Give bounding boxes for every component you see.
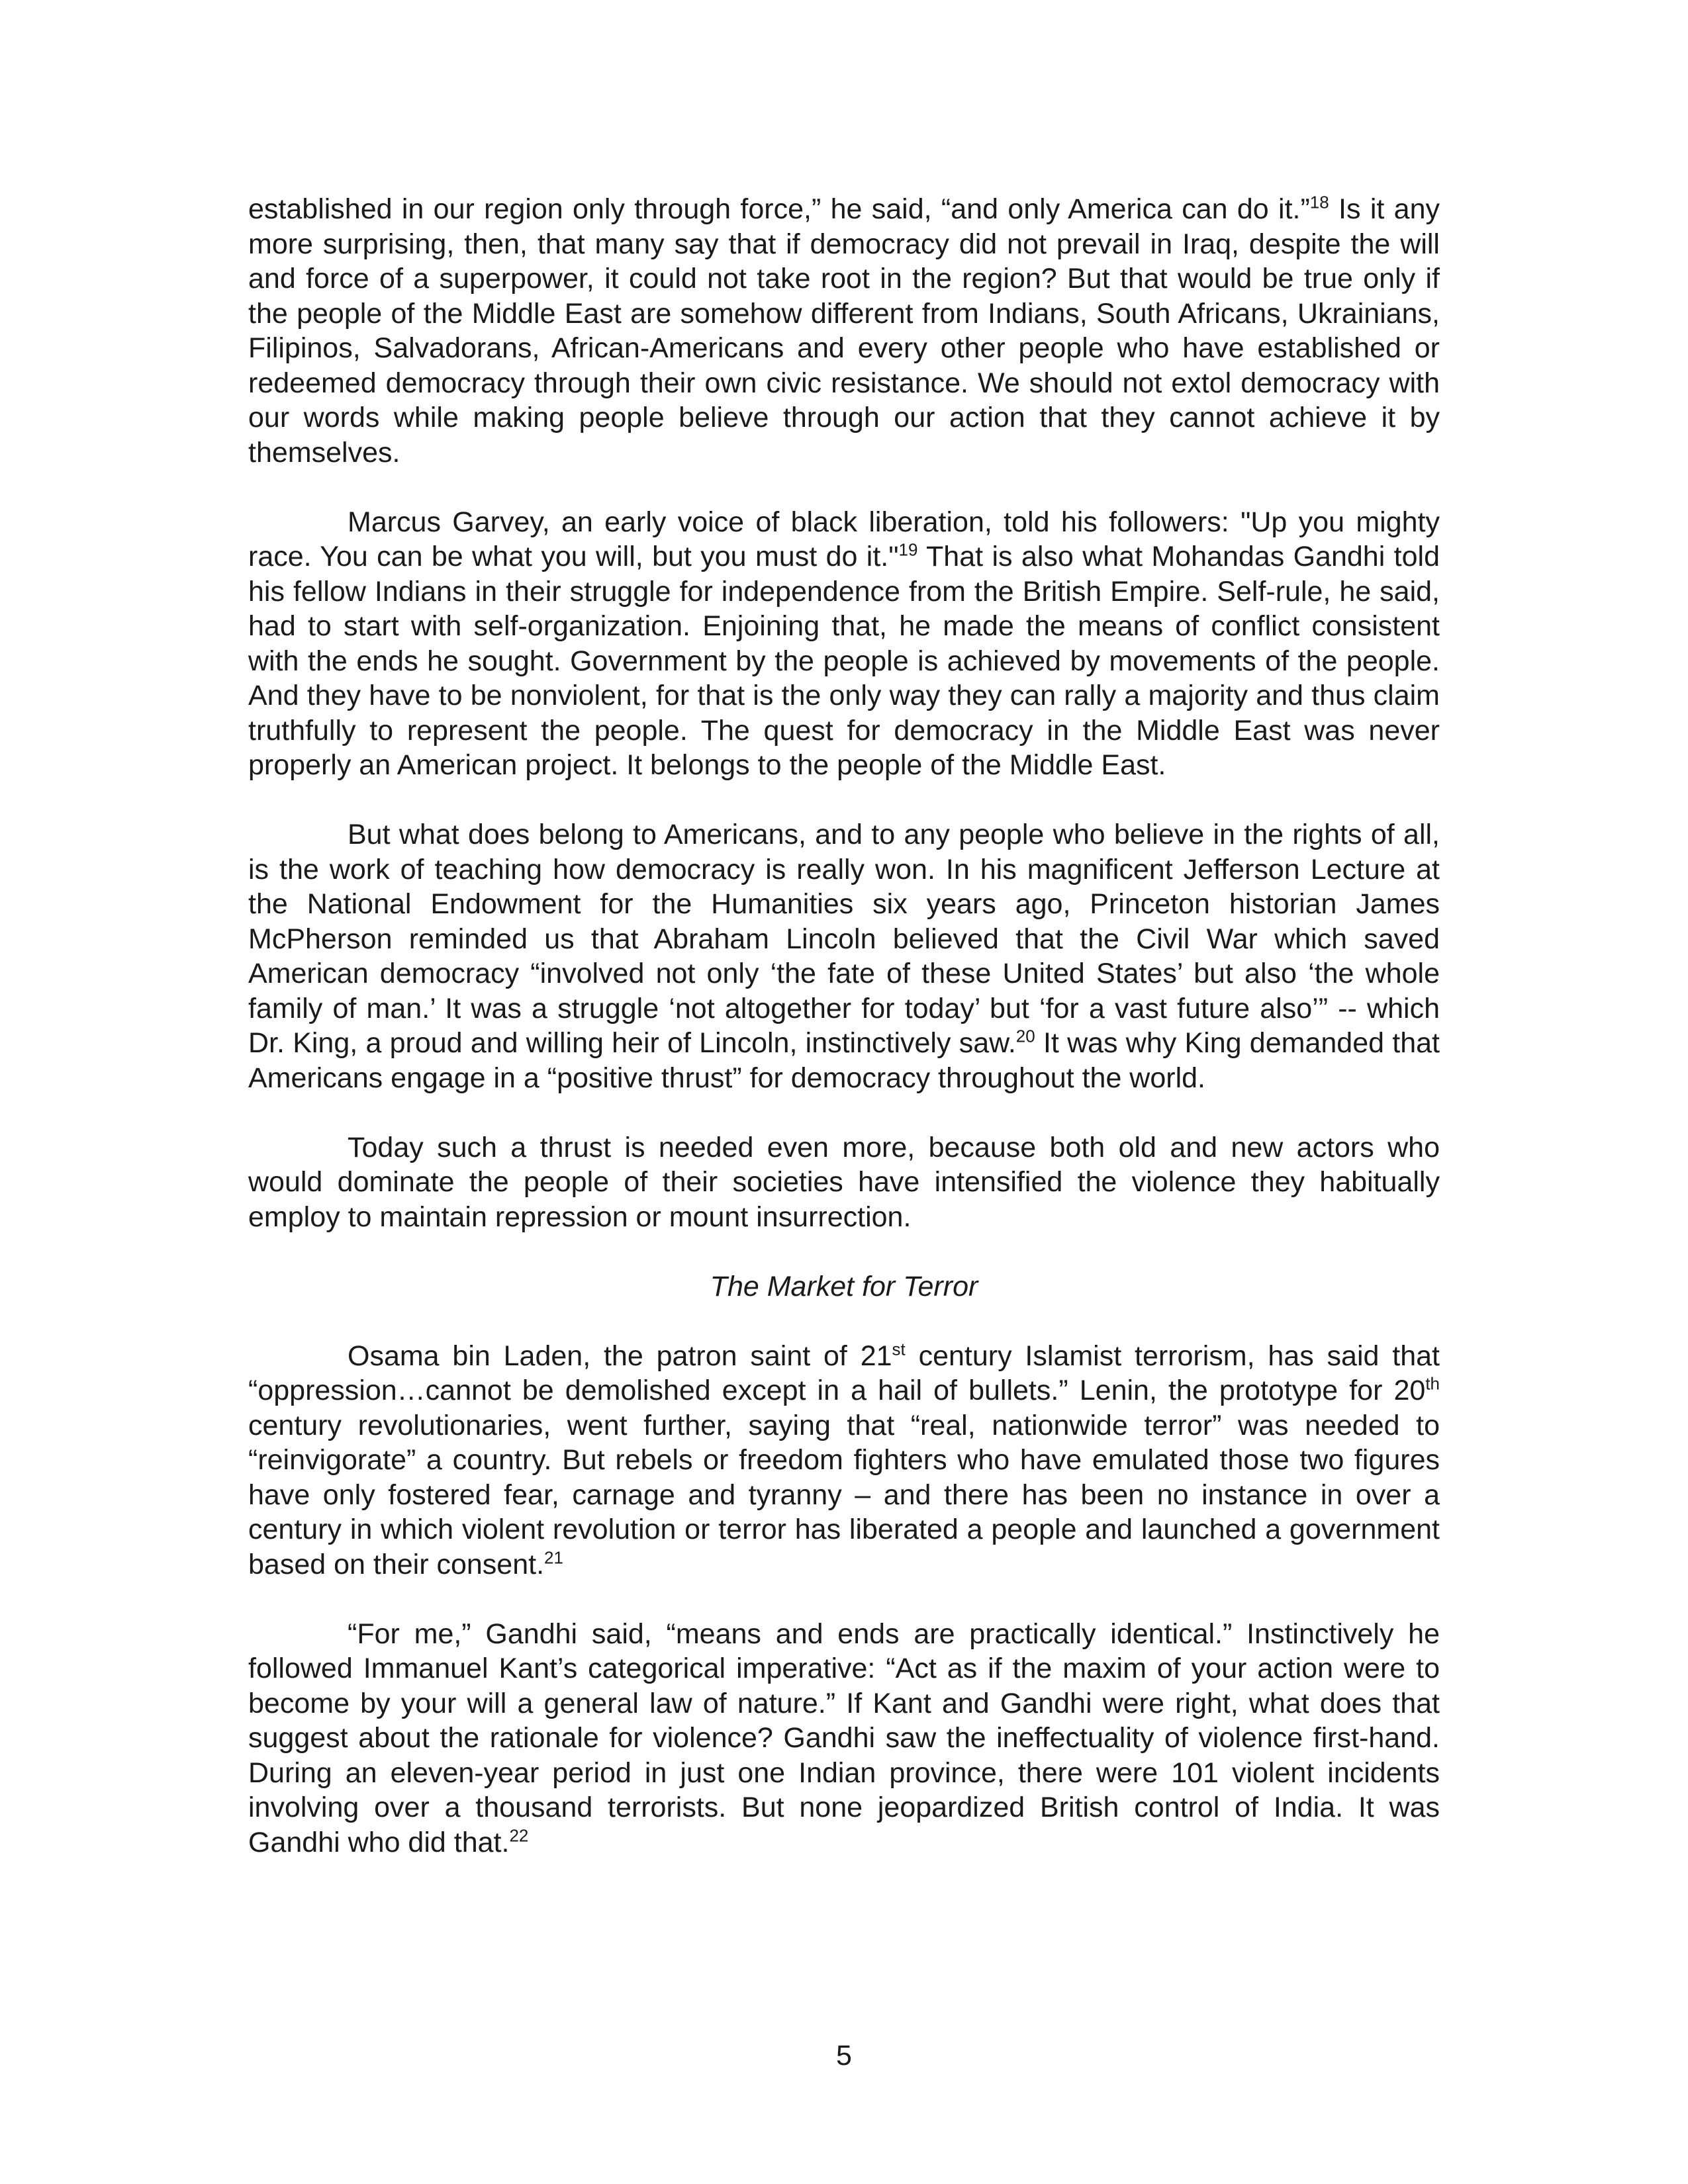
text-run: Today such a thrust is needed even more, because both old and new actors who would dominate the people of their societies have intensified the violence they habitually employ to maintain repression or mount insurrection. — [248, 1131, 1440, 1233]
text-run: That is also what Mohandas Gandhi told his fellow Indians in their struggle for independence from the British Empire. Self-rule, he said, had to start with self-organization. Enjoining that, he made the means of conflict consistent with the ends he sought. Government by the people is achieved by movements of the people. And they have to be nonviolent, for that is the only way they can rally a majority and thus claim truthfully to represent the people. The quest for democracy in the Middle East was never properly an American project. It belongs to the people of the Middle East. — [248, 541, 1440, 781]
section-heading: The Market for Terror — [710, 1270, 978, 1302]
body-text-after-heading — [248, 1339, 1440, 1860]
page-number: 5 — [836, 2040, 852, 2071]
document-page — [248, 192, 1440, 1860]
text-run: established in our region only through force,” he said, “and only America can do it.” — [248, 193, 1310, 225]
paragraph — [248, 505, 1440, 783]
paragraph — [248, 1617, 1440, 1860]
body-text-before-heading — [248, 192, 1440, 1234]
text-run: But what does belong to Americans, and to any people who believe in the rights of all, is the work of teaching how democracy is really won. In his magnificent Jefferson Lecture at the National Endowment for the Humanities six years ago, Princeton historian James McPherson reminded us that Abraham Lincoln believed that the Civil War which saved American democracy “involved not only ‘the fate of these United States’ but also ‘the whole family of man.’ It was a struggle ‘not altogether for today’ but ‘for a vast future also’” -- which Dr. King, a proud and willing heir of Lincoln, instinctively saw. — [248, 819, 1440, 1059]
paragraph — [248, 1339, 1440, 1582]
footnote-reference: 18 — [1309, 192, 1329, 212]
footnote-reference: 19 — [898, 539, 918, 560]
paragraph — [248, 1130, 1440, 1235]
text-run: Marcus Garvey, an early voice of black liberation, told his followers: "Up you mighty race. You can be what you will, but you must do it." — [248, 506, 1440, 572]
text-run: Is it any more surprising, then, that many say that if democracy did not prevail in Iraq, despite the will and force of a superpower, it could not take root in the region? But that would be true only if the people of the Middle East are somehow different from Indians, South Africans, Ukrainians, Filipinos, Salvadorans, African-Americans and every other people who have established or redeemed democracy through their own civic resistance. We should not extol democracy with our words while making people believe through our action that they cannot achieve it by themselves. — [248, 193, 1440, 469]
footnote-reference: 20 — [1015, 1026, 1035, 1046]
paragraph — [248, 192, 1440, 470]
text-run: Osama bin Laden, the patron saint of 21 — [348, 1340, 892, 1372]
footnote-reference: th — [1425, 1373, 1440, 1394]
footnote-reference: 21 — [544, 1547, 563, 1568]
footnote-reference: 22 — [509, 1825, 529, 1846]
text-run: century revolutionaries, went further, saying that “real, nationwide terror” was needed to “reinvigorate” a country. But rebels or freedom fighters who have emulated those two figures have only fostered fear, carnage and tyranny – and there has been no instance in over a century in which violent revolution or terror has liberated a people and launched a government based on their consent. — [248, 1409, 1440, 1580]
text-run: It was why King demanded that Americans engage in a “positive thrust” for democracy throughout the world. — [248, 1027, 1440, 1094]
paragraph — [248, 817, 1440, 1095]
footnote-reference: st — [892, 1339, 906, 1359]
text-run: century Islamist terrorism, has said that “oppression…cannot be demolished except in a hail of bullets.” Lenin, the prototype for 20 — [248, 1340, 1440, 1406]
text-run: “For me,” Gandhi said, “means and ends are practically identical.” Instinctively he followed Immanuel Kant’s categorical imperative: “Act as if the maxim of your action were to become by your will a general law of nature.” If Kant and Gandhi were right, what does that suggest about the rationale for violence? Gandhi saw the ineffectuality of violence first-hand. During an eleven-year period in just one Indian province, there were 101 violent incidents involving over a thousand terrorists. But none jeopardized British control of India. It was Gandhi who did that. — [248, 1617, 1440, 1858]
